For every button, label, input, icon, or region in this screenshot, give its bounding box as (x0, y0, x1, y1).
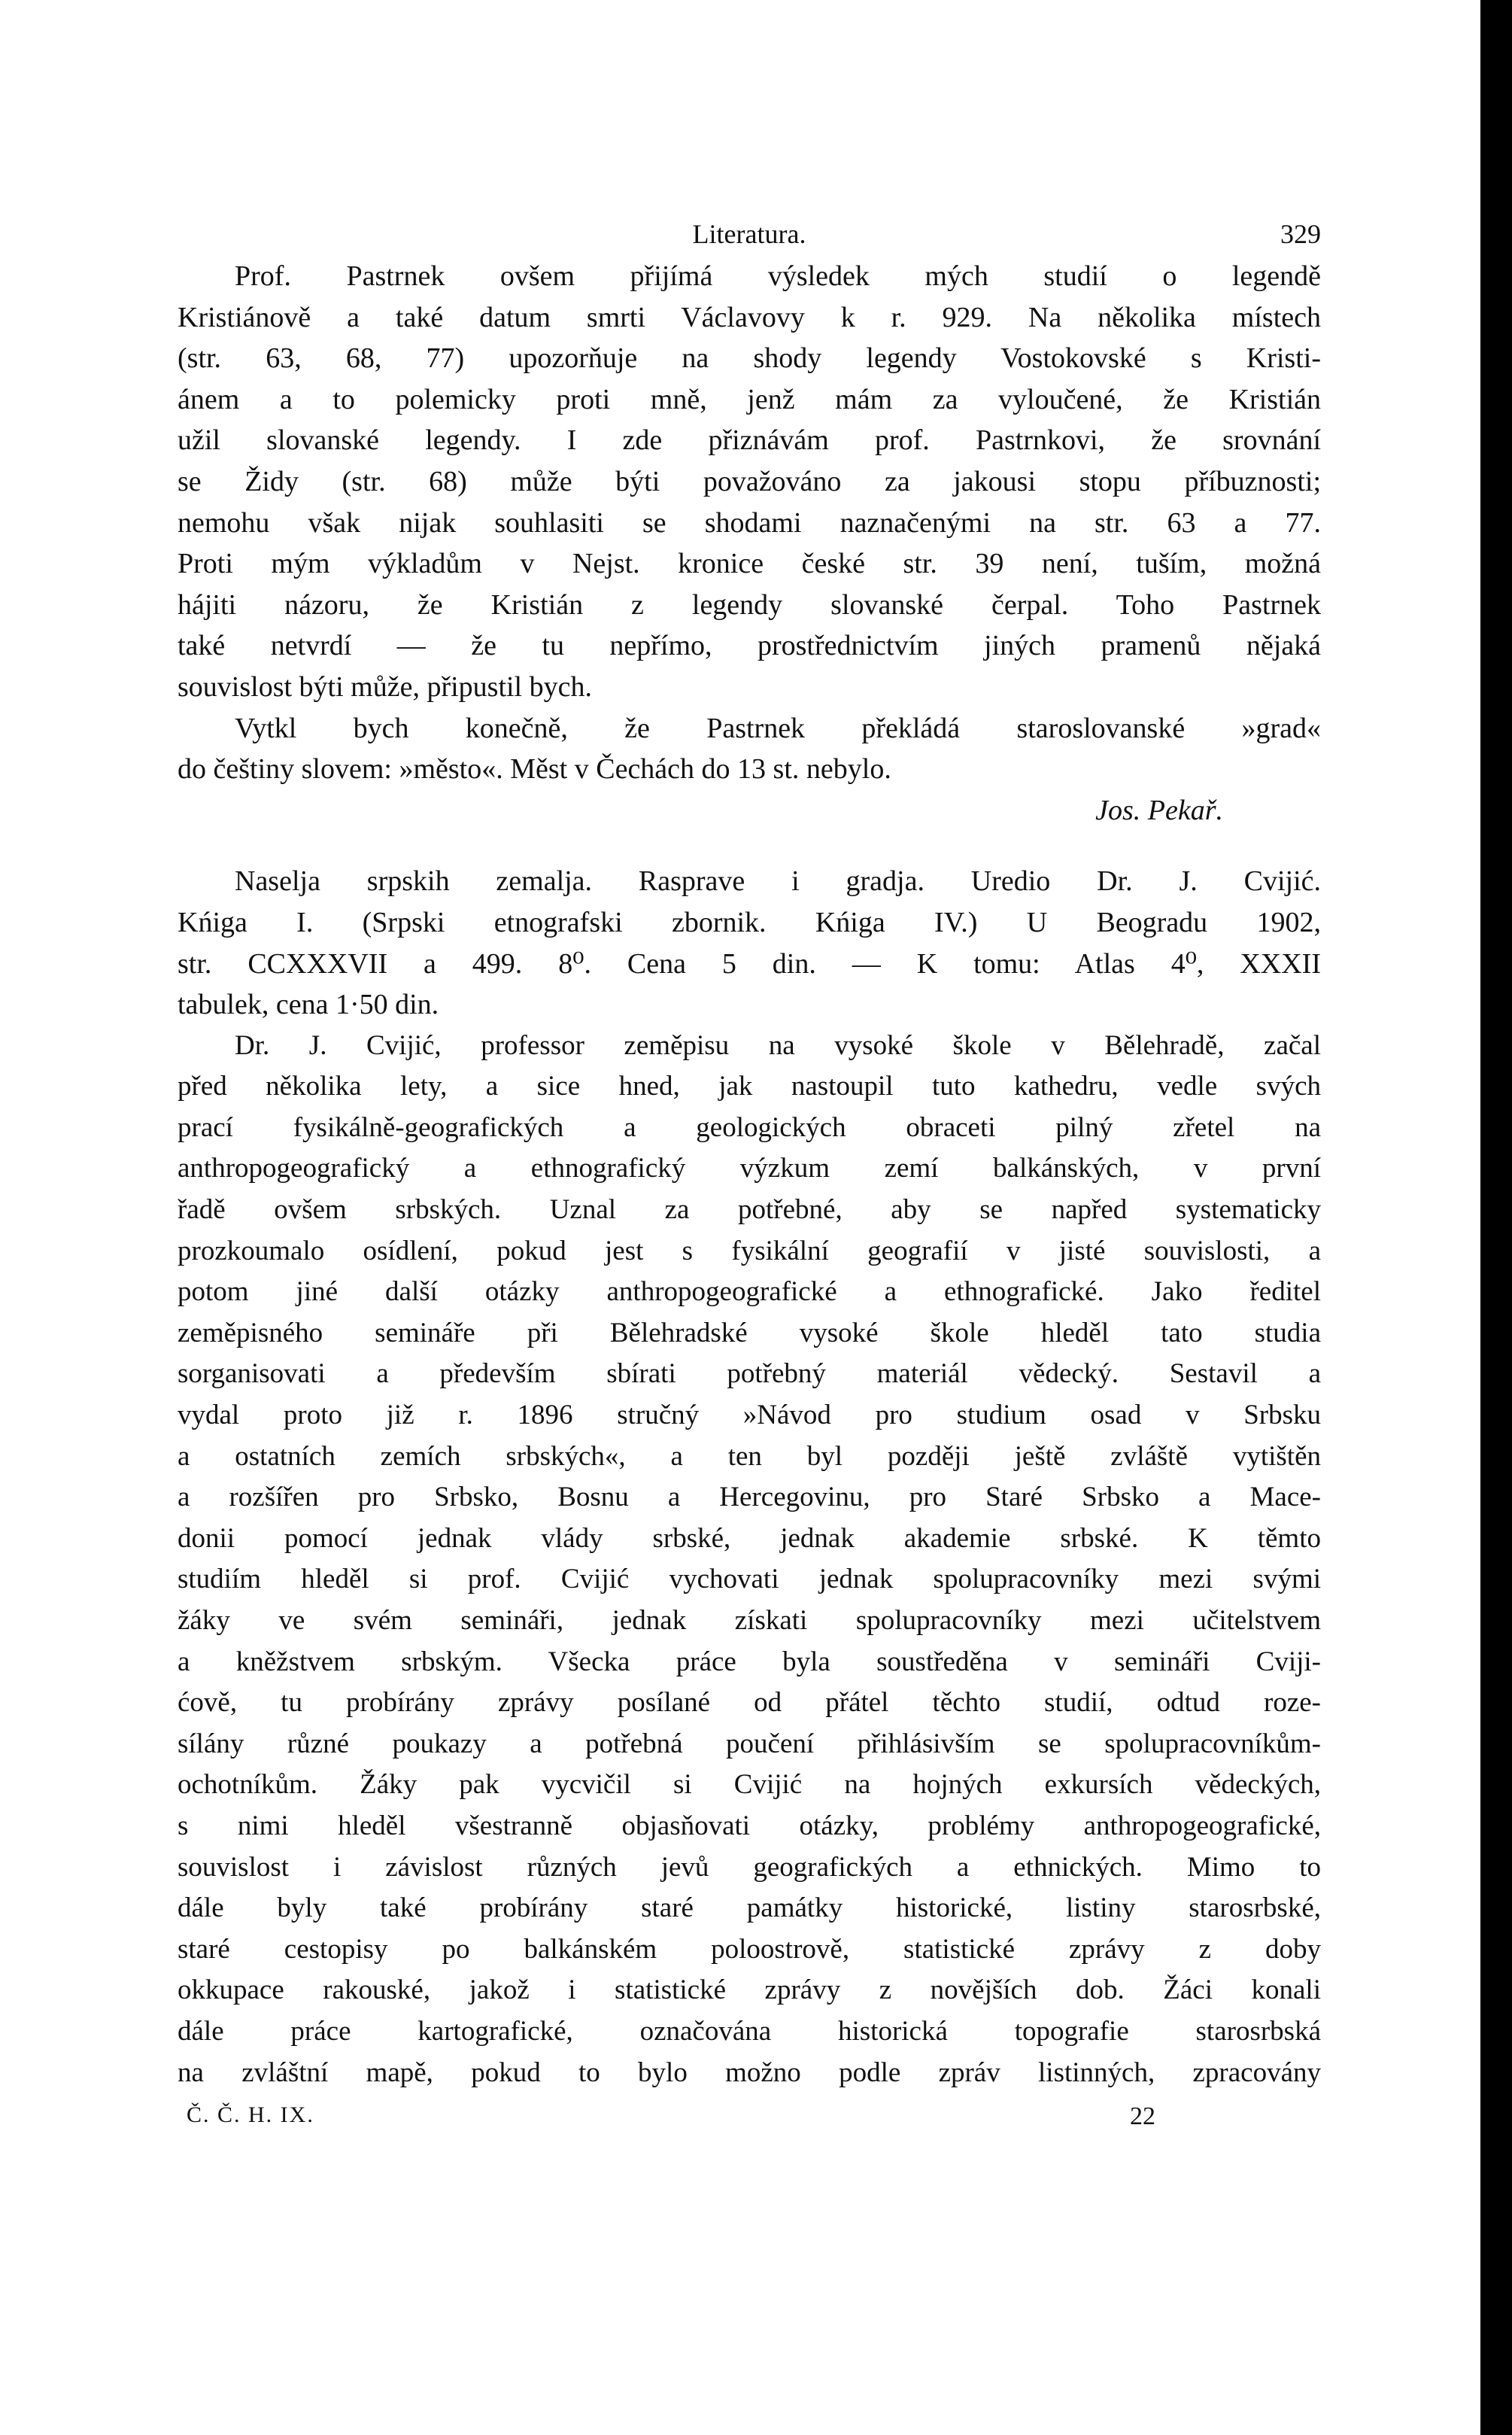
text-line: žáky ve svém semináři, jednak získati spolupracovníky mezi učitelstvem (178, 1605, 1321, 1636)
text-line: vydal proto již r. 1896 stručný »Návod pro studium osad v Srbsku (178, 1400, 1321, 1431)
text-line: a kněžstvem srbským. Všecka práce byla soustředěna v semináři Cviji- (178, 1646, 1321, 1677)
bibliographic-heading (178, 861, 1321, 1025)
text-line: prací fysikálně-geografických a geologických obraceti pilný zřetel na (178, 1111, 1321, 1143)
text-line: nemohu však nijak souhlasiti se shodami naznačenými na str. 63 a 77. (178, 506, 1321, 539)
text-line: sorganisovati a především sbírati potřebný materiál vědecký. Sestavil a (178, 1358, 1321, 1390)
running-head (178, 211, 1321, 256)
text-line: (str. 63, 68, 77) upozorňuje na shody legendy Vostokovské s Kristi- (178, 342, 1321, 375)
text-line: užil slovanské legendy. I zde přiznávám prof. Pastrnkovi, že srovnání (178, 424, 1321, 457)
heading-line: str. CCXXXVII a 499. 8⁰. Cena 5 din. — K tomu: Atlas 4⁰, XXXII (178, 947, 1321, 980)
author-signature: Jos. Pekař. (1095, 794, 1223, 826)
text-line: také netvrdí — že tu nepřímo, prostřednictvím jiných pramenů nějaká (178, 630, 1321, 662)
review-naselja (178, 861, 1321, 2093)
running-head-title: Literatura. (692, 219, 806, 249)
text-line: studiím hleděl si prof. Cvijić vychovati jednak spolupracovníky mezi svými (178, 1564, 1321, 1595)
text-line: ochotníkům. Žáky pak vycvičil si Cvijić na hojných exkursích vědeckých, (178, 1769, 1321, 1801)
sheet-number: 22 (1130, 2102, 1155, 2131)
text-line: dále práce kartografické, označována historická topografie starosrbská (178, 2015, 1321, 2047)
text-line: a rozšířen pro Srbsko, Bosnu a Hercegovinu, pro Staré Srbsko a Mace- (178, 1482, 1321, 1513)
scan-edge (1480, 0, 1512, 2435)
text-line: Vytkl bych konečně, že Pastrnek překládá staroslovanské »grad« (235, 712, 1321, 744)
text-line: Kristiánově a také datum smrti Václavovy k r. 929. Na několika místech (178, 301, 1321, 333)
text-line: a ostatních zemích srbských«, a ten byl později ještě zvláště vytištěn (178, 1440, 1321, 1472)
section-gap (178, 831, 1321, 861)
text-line: před několika lety, a sice hned, jak nastoupil tuto kathedru, vedle svých (178, 1071, 1321, 1102)
text-line: Dr. J. Cvijić, professor zeměpisu na vysoké škole v Bělehradě, začal (235, 1029, 1321, 1061)
text-line: na zvláštní mapě, pokud to bylo možno podle zpráv listinných, zpracovány (178, 2057, 1321, 2088)
review-pastrnek (178, 256, 1321, 831)
text-line: řadě ovšem srbských. Uznal za potřebné, aby se napřed systematicky (178, 1194, 1321, 1226)
text-line: souvislost býti může, připustil bych. (178, 670, 592, 703)
heading-line: tabulek, cena 1·50 din. (178, 989, 439, 1021)
heading-line: Kńiga I. (Srpski etnografski zbornik. Kńiga IV.) U Beogradu 1902, (178, 906, 1321, 938)
text-line: ćově, tu probírány zprávy posílané od přátel těchto studií, odtud roze- (178, 1687, 1321, 1719)
page-number: 329 (1280, 219, 1321, 249)
text-line: anthropogeografický a ethnografický výzkum zemí balkánských, v první (178, 1153, 1321, 1184)
page-footer (178, 2099, 1321, 2145)
text-line: se Židy (str. 68) může býti považováno za jakousi stopu příbuznosti; (178, 465, 1321, 497)
text-line: s nimi hleděl všestranně objasňovati otázky, problémy anthropogeografické, (178, 1810, 1321, 1841)
text-line: dále byly také probírány staré památky historické, listiny starosrbské, (178, 1892, 1321, 1924)
text-line: souvislost i závislost různých jevů geografických a ethnických. Mimo to (178, 1851, 1321, 1883)
signature-mark: Č. Č. H. IX. (187, 2102, 314, 2128)
text-line: staré cestopisy po balkánském poloostrově, statistické zprávy z doby (178, 1933, 1321, 1965)
text-block (178, 211, 1321, 2145)
text-line: potom jiné další otázky anthropogeografické a ethnografické. Jako ředitel (178, 1276, 1321, 1308)
text-line: hájiti názoru, že Kristián z legendy slovanské čerpal. Toho Pastrnek (178, 588, 1321, 621)
heading-line: Naselja srpskih zemalja. Rasprave i gradja. Uredio Dr. J. Cvijić. (235, 865, 1321, 898)
text-line: Prof. Pastrnek ovšem přijímá výsledek mých studií o legendě (235, 260, 1321, 292)
text-line: sílány různé poukazy a potřebná poučení přihlásivším se spolupracovníkům- (178, 1728, 1321, 1759)
review-body (178, 1026, 1321, 2093)
text-line: prozkoumalo osídlení, pokud jest s fysikální geografií v jisté souvislosti, a (178, 1235, 1321, 1266)
text-line: zeměpisného semináře při Bělehradské vysoké škole hleděl tato studia (178, 1317, 1321, 1348)
text-line: Proti mým výkladům v Nejst. kronice české str. 39 není, tuším, možná (178, 548, 1321, 580)
text-line: do češtiny slovem: »město«. Měst v Čechách do 13 st. nebylo. (178, 753, 891, 786)
text-line: okkupace rakouské, jakož i statistické zprávy z novějších dob. Žáci konali (178, 1974, 1321, 2006)
text-line: donii pomocí jednak vlády srbské, jednak akademie srbské. K těmto (178, 1522, 1321, 1554)
text-line: ánem a to polemicky proti mně, jenž mám za vyloučené, že Kristián (178, 383, 1321, 415)
